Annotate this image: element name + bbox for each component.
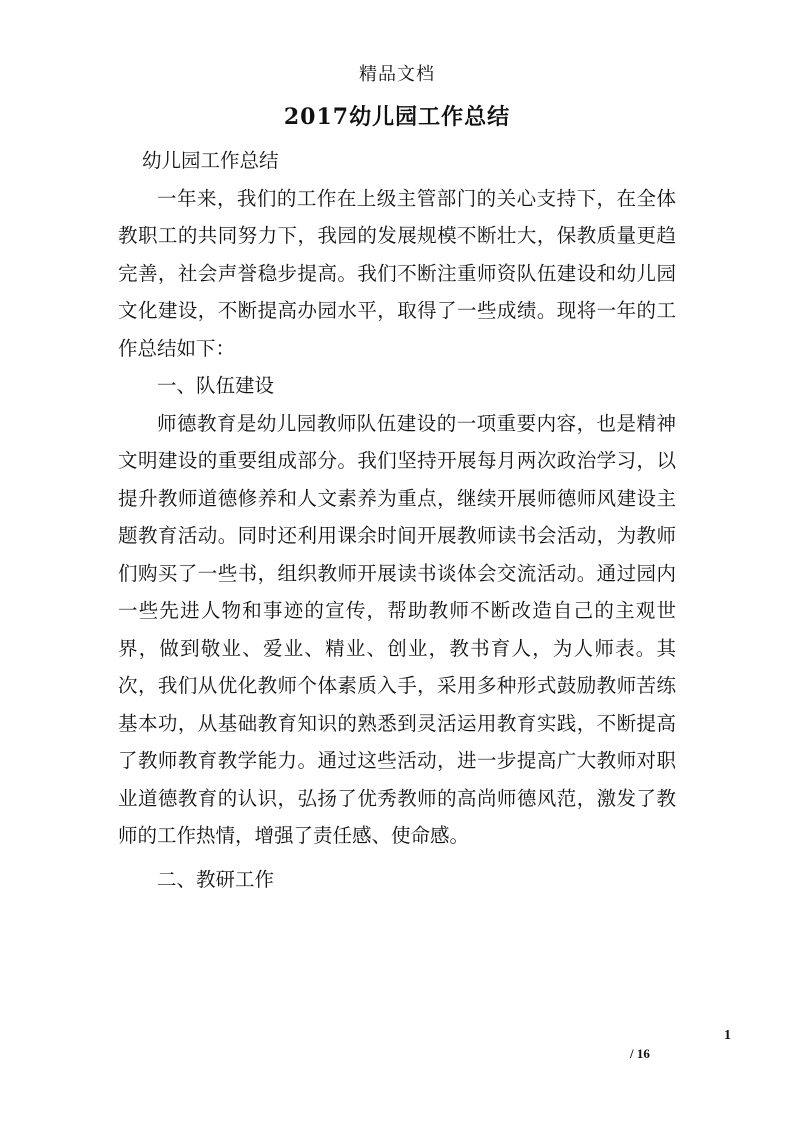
page-number: 1 (724, 1028, 731, 1043)
page-header: 精品文档 (359, 64, 435, 85)
section-heading-teaching-research: 二、教研工作 (157, 867, 275, 891)
document-body (118, 142, 676, 898)
paragraph-team-building: 师德教育是幼儿园教师队伍建设的一项重要内容，也是精神文明建设的重要组成部分。我们坚持开展每月两次政治学习，以提升教师道德修养和人文素养为重点，继续开展师德师风建设主题教育活动。同时还利用课余时间开展教师读书会活动，为教师们购买了一些书，组织教师开展读书谈体会交流活动。通过园内一些先进人物和事迹的宣传，帮助教师不断改造自己的主观世界，做到敬业、爱业、精业、创业，教书育人，为人师表。其次，我们从优化教师个体素质入手，采用多种形式鼓励教师苦练基本功，从基础教育知识的熟悉到灵活运用教育实践，不断提高了教师教育教学能力。通过这些活动，进一步提高广大教师对职业道德教育的认识，弘扬了优秀教师的高尚师德风范，激发了教师的工作热情，增强了责任感、使命感。 (118, 411, 676, 847)
document-subtitle: 幼儿园工作总结 (142, 149, 279, 172)
section-heading-team-building: 一、队伍建设 (157, 374, 275, 397)
paragraph-intro: 一年来，我们的工作在上级主管部门的关心支持下，在全体教职工的共同努力下，我园的发展规模不断壮大，保教质量更趋完善，社会声誉稳步提高。我们不断注重师资队伍建设和幼儿园文化建设，不断提高办园水平，取得了一些成绩。现将一年的工作总结如下： (118, 186, 676, 360)
page-total: / 16 (630, 1046, 650, 1061)
document-title: 2017幼儿园工作总结 (283, 104, 511, 130)
